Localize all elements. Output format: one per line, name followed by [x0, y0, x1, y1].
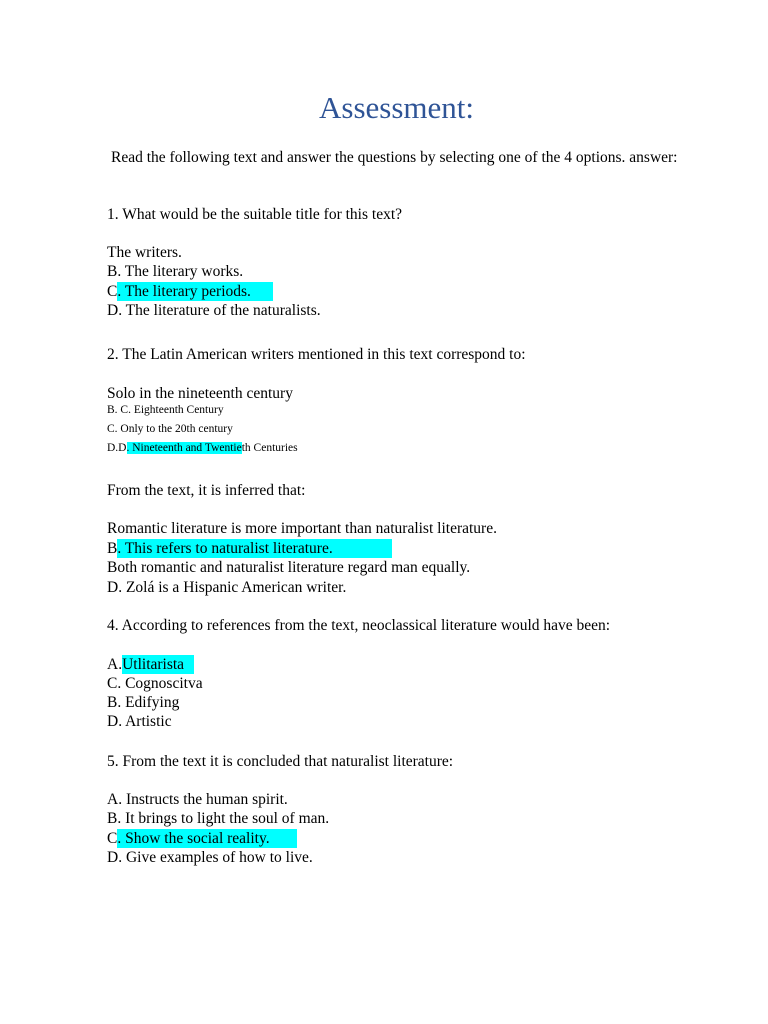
q3-option-c: Both romantic and naturalist literature regard man equally. — [107, 559, 471, 576]
q3-option-b-highlight: . This refers to naturalist literature. — [117, 539, 392, 558]
q2-option-d-highlight: . Nineteenth and Twentie — [126, 442, 242, 454]
q2-option-b: B. C. Eighteenth Century — [107, 404, 224, 416]
q4-option-a — [107, 655, 194, 674]
q5-option-c-prefix: C — [107, 830, 118, 847]
q4-option-a-prefix: A. — [107, 656, 123, 673]
q3-option-a: Romantic literature is more important than naturalist literature. — [107, 520, 497, 537]
q4-option-b: B. Edifying — [107, 694, 180, 711]
q5-option-b: B. It brings to light the soul of man. — [107, 810, 330, 827]
question-2: 2. The Latin American writers mentioned in this text correspond to: — [107, 346, 526, 363]
q1-option-b: B. The literary works. — [107, 263, 244, 280]
q5-option-c — [107, 829, 297, 848]
q1-option-a: The writers. — [107, 244, 182, 261]
q3-option-b-prefix: B — [107, 540, 118, 557]
q1-option-d: D. The literature of the naturalists. — [107, 302, 321, 319]
question-1: 1. What would be the suitable title for this text? — [107, 206, 403, 223]
q1-option-c-prefix: C — [107, 283, 118, 300]
q5-option-d: D. Give examples of how to live. — [107, 849, 313, 866]
q3-option-b — [107, 539, 392, 558]
q4-option-c: C. Cognoscitva — [107, 675, 203, 692]
question-4: 4. According to references from the text, neoclassical literature would have been: — [107, 617, 611, 634]
q2-option-c: C. Only to the 20th century — [107, 423, 233, 435]
q2-option-a: Solo in the nineteenth century — [107, 385, 293, 402]
instructions-text: Read the following text and answer the questions by selecting one of the 4 options. answer: — [111, 149, 678, 166]
q2-option-d — [107, 441, 298, 456]
q4-option-a-highlight: Utlitarista — [122, 655, 194, 674]
question-3: From the text, it is inferred that: — [107, 482, 306, 499]
q2-option-d-suffix: th Centuries — [241, 442, 298, 454]
page-title: Assessment: — [319, 90, 474, 125]
question-5: 5. From the text it is concluded that naturalist literature: — [107, 753, 454, 770]
q5-option-a: A. Instructs the human spirit. — [107, 791, 288, 808]
q1-option-c-highlight: . The literary periods. — [117, 282, 273, 301]
q1-option-c — [107, 282, 273, 301]
q3-option-d: D. Zolá is a Hispanic American writer. — [107, 579, 347, 596]
q5-option-c-highlight: . Show the social reality. — [117, 829, 297, 848]
q4-option-d: D. Artistic — [107, 713, 172, 730]
q2-option-d-prefix: D.D — [107, 442, 127, 454]
